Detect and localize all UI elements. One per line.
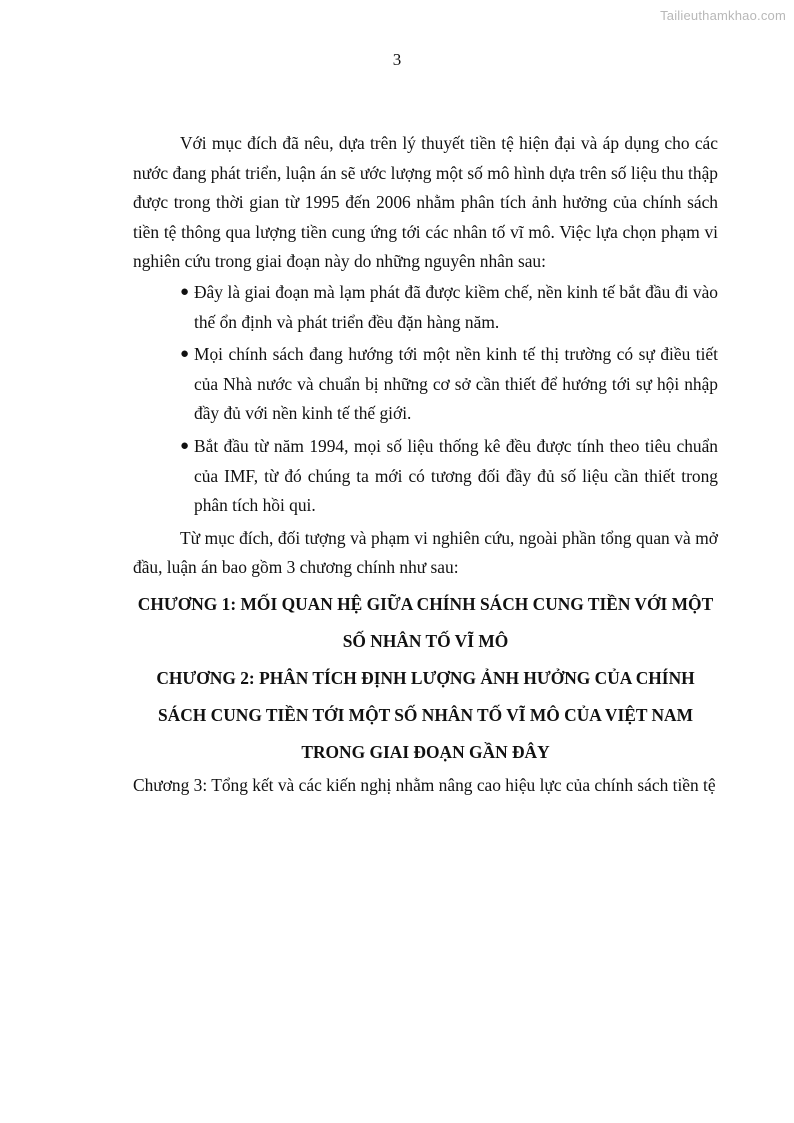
bullet-icon: ●	[180, 283, 190, 300]
chapter-1-heading: CHƯƠNG 1: MỐI QUAN HỆ GIỮA CHÍNH SÁCH CUNG TIỀN VỚI MỘT SỐ NHÂN TỐ VĨ MÔ	[137, 593, 714, 651]
list-item-text: Bắt đầu từ năm 1994, mọi số liệu thống kê đều được tính theo tiêu chuẩn của IMF, từ đó chúng ta mới có tương đối đầy đủ số liệu cần thiết trong phân tích hồi qui.	[194, 435, 718, 516]
reasons-list	[133, 278, 718, 521]
document-body	[133, 129, 718, 801]
bullet-icon: ●	[180, 437, 190, 454]
structure-paragraph: Từ mục đích, đối tượng và phạm vi nghiên cứu, ngoài phần tổng quan và mở đầu, luận án bao gồm 3 chương chính như sau:	[133, 527, 718, 578]
list-item-text: Mọi chính sách đang hướng tới một nền kinh tế thị trường có sự điều tiết của Nhà nước và chuẩn bị những cơ sở cần thiết để hướng tới sự hội nhập đầy đủ với nền kinh tế thế giới.	[194, 344, 718, 424]
list-item	[133, 432, 718, 521]
list-item-text: Đây là giai đoạn mà lạm phát đã được kiềm chế, nền kinh tế bắt đầu đi vào thế ổn định và phát triển đều đặn hàng năm.	[194, 281, 718, 332]
bullet-icon: ●	[180, 346, 190, 363]
list-item	[133, 340, 718, 429]
chapter-3-text: Chương 3: Tổng kết và các kiến nghị nhằm nâng cao hiệu lực của chính sách tiền tệ	[133, 774, 716, 795]
watermark-text: Tailieuthamkhao.com	[660, 8, 786, 23]
page-number: 3	[392, 50, 402, 69]
intro-paragraph: Với mục đích đã nêu, dựa trên lý thuyết tiền tệ hiện đại và áp dụng cho các nước đang phát triển, luận án sẽ ước lượng một số mô hình dựa trên số liệu thu thập được trong thời gian từ 1995 đến 2006 nhằm phân tích ảnh hưởng của chính sách tiền tệ thông qua lượng tiền cung ứng tới các nhân tố vĩ mô. Việc lựa chọn phạm vi nghiên cứu trong giai đoạn này do những nguyên nhân sau:	[133, 133, 718, 272]
list-item	[133, 278, 718, 337]
chapter-2-heading: CHƯƠNG 2: PHÂN TÍCH ĐỊNH LƯỢNG ẢNH HƯỞNG CỦA CHÍNH SÁCH CUNG TIỀN TỚI MỘT SỐ NHÂN TỐ VĨ MÔ CỦA VIỆT NAM TRONG GIAI ĐOẠN GẦN ĐÂY	[156, 667, 695, 762]
